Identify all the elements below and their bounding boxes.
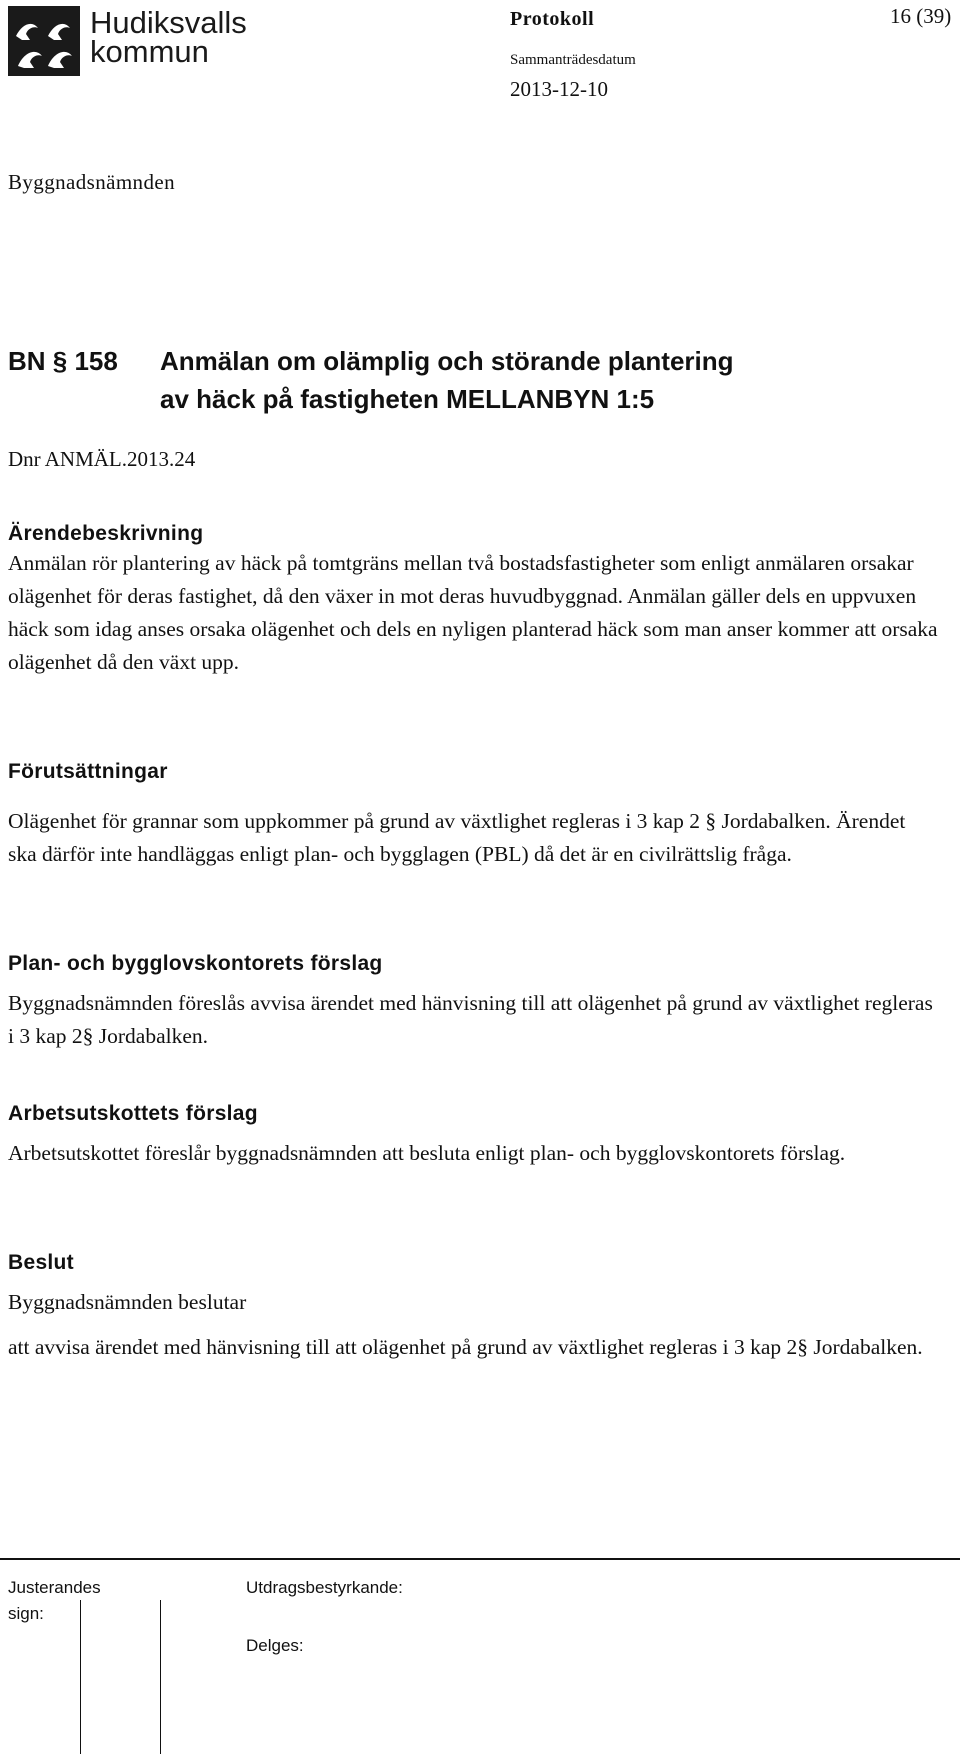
- case-title: [8, 342, 734, 418]
- registration-number: Dnr ANMÄL.2013.24: [8, 447, 196, 471]
- goat-emblem-icon: [8, 6, 80, 76]
- committee-name: Byggnadsnämnden: [8, 170, 175, 194]
- signature-field-divider: [80, 1600, 81, 1754]
- footer-divider: [0, 1558, 960, 1560]
- municipality-logo-mark: [8, 6, 80, 76]
- section-heading-conditions: Förutsättningar: [8, 760, 168, 783]
- municipality-name-line2: kommun: [90, 34, 209, 69]
- section-heading-committee-proposal: Arbetsutskottets förslag: [8, 1102, 258, 1125]
- document-type: Protokoll: [510, 8, 595, 30]
- section-heading-decision: Beslut: [8, 1251, 74, 1274]
- case-number: BN § 158: [8, 346, 118, 376]
- municipality-name-line1: Hudiksvalls: [90, 5, 247, 40]
- case-title-line2: av häck på fastigheten MELLANBYN 1:5: [160, 384, 655, 414]
- extract-certification-label: Utdragsbestyrkande:: [246, 1578, 403, 1597]
- section-text-description: Anmälan rör plantering av häck på tomtgräns mellan två bostadsfastigheter som enligt anmälaren orsakar olägenhet för deras fastighet, då den växer in mot deras huvudbyggnad. Anmälan gäller dels en uppvuxen häck som idag anses orsaka olägenhet och dels en nyligen planterad häck som man anser kommer att orsaka olägenhet då den växt upp.: [8, 551, 938, 674]
- page-number: 16 (39): [890, 4, 952, 28]
- section-text-office-proposal: Byggnadsnämnden föreslås avvisa ärendet med hänvisning till att olägenhet på grund av växtlighet regleras i 3 kap 2§ Jordabalken.: [8, 991, 933, 1048]
- municipality-name: [90, 5, 247, 69]
- meeting-date: 2013-12-10: [510, 77, 608, 101]
- adjusters-signature-label: Justerandes sign:: [8, 1578, 101, 1623]
- section-text-decision: att avvisa ärendet med hänvisning till att olägenhet på grund av växtlighet regleras i 3 kap 2§ Jordabalken.: [8, 1335, 923, 1359]
- case-title-line1: Anmälan om olämplig och störande plantering: [160, 346, 734, 376]
- section-text-conditions: Olägenhet för grannar som uppkommer på grund av växtlighet regleras i 3 kap 2 § Jordabalken. Ärendet ska därför inte handläggas enligt plan- och bygglagen (PBL) då det är en civilrättslig fråga.: [8, 809, 906, 866]
- section-heading-office-proposal: Plan- och bygglovskontorets förslag: [8, 952, 383, 975]
- section-text-decision-intro: Byggnadsnämnden beslutar: [8, 1290, 247, 1314]
- meeting-date-label: Sammanträdesdatum: [510, 52, 636, 68]
- section-heading-description: Ärendebeskrivning: [8, 522, 204, 545]
- distribution-label: Delges:: [246, 1636, 304, 1655]
- signature-field-divider: [160, 1600, 161, 1754]
- section-text-committee-proposal: Arbetsutskottet föreslår byggnadsnämnden att besluta enligt plan- och bygglovskontorets förslag.: [8, 1141, 846, 1165]
